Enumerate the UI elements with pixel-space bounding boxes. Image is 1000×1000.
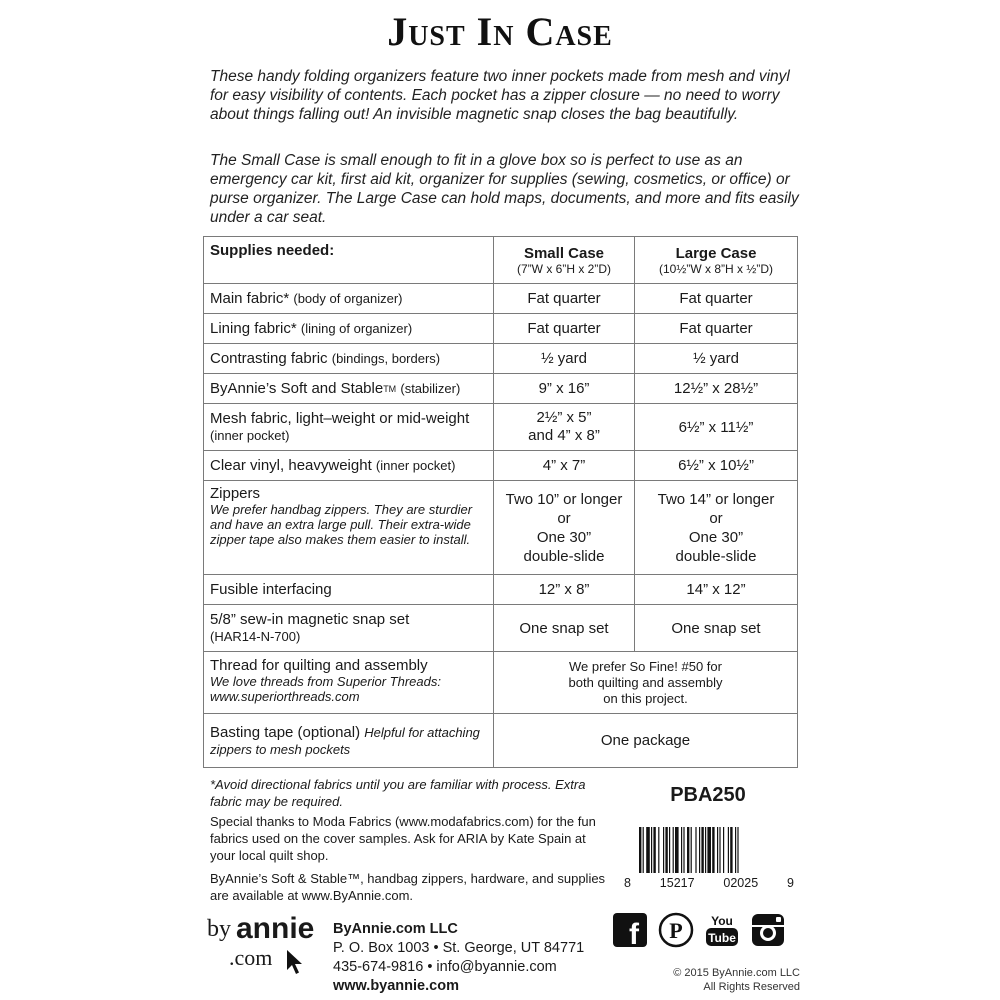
supplies-header-label: Supplies needed: — [204, 237, 494, 284]
table-header-row — [204, 237, 798, 284]
youtube-you-text: You — [711, 914, 733, 928]
row-label — [204, 451, 494, 481]
contact-block — [333, 920, 584, 996]
barcode-bar — [705, 827, 706, 873]
copyright — [640, 966, 800, 994]
item-name: Lining fabric* — [210, 320, 297, 337]
item-note: (lining of organizer) — [300, 321, 413, 336]
barcode-bar — [707, 827, 711, 873]
availability-text: ByAnnie’s Soft & Stable™, handbag zippers, hardware, and supplies are available at www.ByAnnie.com. — [210, 871, 606, 903]
row-label — [204, 284, 494, 314]
barcode-bar — [665, 827, 667, 873]
table-row — [204, 575, 798, 605]
small-case-value — [494, 481, 635, 575]
value-line: Two 10” or longer — [505, 490, 623, 508]
item-note: (inner pocket) — [210, 428, 290, 443]
facebook-letter: f — [629, 918, 639, 948]
small-case-header — [494, 237, 635, 284]
thread-value — [494, 652, 798, 714]
facebook-icon[interactable] — [612, 912, 648, 948]
large-case-value: Fat quarter — [635, 314, 798, 344]
barcode-digit-group: 8 — [624, 876, 631, 890]
barcode-bar — [699, 827, 700, 873]
barcode-bar — [735, 827, 736, 873]
small-case-dims: (7”W x 6”H x 2”D) — [517, 261, 611, 276]
large-case-value: ½ yard — [635, 344, 798, 374]
small-case-value: 12” x 8” — [494, 575, 635, 605]
barcode-bar — [683, 827, 684, 873]
value-line: double-slide — [523, 547, 605, 565]
row-label — [204, 605, 494, 652]
row-label — [204, 481, 494, 575]
cursor-arrow-icon — [285, 948, 307, 976]
item-note: Helpful for attaching zippers to mesh pockets — [210, 724, 480, 757]
table-row — [204, 451, 798, 481]
barcode — [637, 827, 785, 875]
mailing-address: P. O. Box 1003 • St. George, UT 84771 — [333, 940, 585, 956]
table-row — [204, 404, 798, 451]
large-case-value: One snap set — [635, 605, 798, 652]
thanks-text: Special thanks to Moda Fabrics (www.modafabrics.com) for the fun fabrics used on the cover samples. Ask for ARIA by Kate Spain at your local quilt shop. — [210, 814, 596, 863]
pinterest-letter: P — [669, 918, 683, 943]
instagram-icon[interactable] — [750, 912, 786, 948]
table-row — [204, 652, 798, 714]
item-name: Clear vinyl, heavyweight — [210, 457, 372, 474]
small-case-value: 9” x 16” — [494, 374, 635, 404]
trademark-mark: TM — [383, 384, 397, 394]
row-label — [204, 714, 494, 768]
barcode-bar — [691, 827, 692, 873]
item-note: (HAR14-N-700) — [210, 629, 301, 644]
page-title: Just In Case — [387, 9, 613, 54]
table-row — [204, 605, 798, 652]
large-case-title: Large Case — [675, 244, 757, 262]
large-case-value: 6½” x 11½” — [635, 404, 798, 451]
small-case-value: Fat quarter — [494, 284, 635, 314]
barcode-bar — [669, 827, 670, 873]
row-label — [204, 404, 494, 451]
item-note: (inner pocket) — [375, 458, 456, 473]
barcode-bar — [730, 827, 732, 873]
value-line: double-slide — [675, 547, 757, 565]
row-label — [204, 374, 494, 404]
company-name: ByAnnie.com LLC — [333, 921, 458, 937]
small-case-value: Fat quarter — [494, 314, 635, 344]
youtube-icon[interactable] — [704, 912, 740, 948]
item-note: We love threads from Superior Threads: www.superiorthreads.com — [210, 674, 441, 704]
row-label — [204, 575, 494, 605]
small-case-value: One snap set — [494, 605, 635, 652]
value-line: 2½” x 5” — [536, 409, 592, 426]
barcode-bar — [717, 827, 718, 873]
table-row — [204, 374, 798, 404]
item-note: (stabilizer) — [400, 381, 461, 396]
item-name: Contrasting fabric — [210, 350, 328, 367]
barcode-bar — [728, 827, 729, 873]
barcode-bar — [646, 827, 650, 873]
value-line: on this project. — [603, 690, 688, 706]
row-label — [204, 314, 494, 344]
website-link[interactable]: www.byannie.com — [333, 978, 459, 994]
copyright-line: © 2015 ByAnnie.com LLC — [673, 967, 800, 979]
intro-paragraph-2: The Small Case is small enough to fit in a glove box so is perfect to use as an emergency car kit, first aid kit, organizer for supplies (sewing, cosmetics, or office) or purse organizer. The Large Case can hold maps, documents, and more and fits easily under a car seat. — [210, 152, 799, 226]
logo-by-text: by — [207, 916, 231, 942]
logo-com-text: .com — [229, 945, 273, 970]
barcode-bar — [653, 827, 655, 873]
large-case-value: 14” x 12” — [635, 575, 798, 605]
barcode-bar — [651, 827, 652, 873]
rights-line: All Rights Reserved — [703, 981, 800, 993]
pattern-code: PBA250 — [670, 784, 746, 806]
barcode-bar — [723, 827, 724, 873]
value-line: or — [709, 509, 723, 527]
item-note: We prefer handbag zippers. They are sturdier and have an extra large pull. Their extra-wide zipper tape also makes them easier to install. — [210, 502, 473, 547]
item-name: 5/8” sew-in magnetic snap set — [210, 611, 410, 628]
barcode-bar — [712, 827, 714, 873]
logo-annie-text: annie — [236, 912, 315, 945]
value-line: One 30” — [536, 528, 592, 546]
barcode-bar — [737, 827, 738, 873]
barcode-bar — [663, 827, 664, 873]
small-case-value: 4” x 7” — [494, 451, 635, 481]
barcode-bar — [681, 827, 682, 873]
barcode-bar — [695, 827, 696, 873]
value-line: or — [557, 509, 571, 527]
barcode-number — [624, 876, 794, 890]
pinterest-icon[interactable] — [658, 912, 694, 948]
intro-paragraph-1: These handy folding organizers feature two inner pockets made from mesh and vinyl for easy visibility of contents. Each pocket has a zipper closure — no need to worry about things falling out! An invisible magnetic snap closes the bag beautifully. — [210, 68, 790, 123]
table-row — [204, 314, 798, 344]
barcode-digit-group: 15217 — [659, 876, 695, 890]
barcode-digit-group: 9 — [787, 876, 794, 890]
row-label — [204, 344, 494, 374]
barcode-bar — [687, 827, 689, 873]
item-note: (body of organizer) — [293, 291, 403, 306]
barcode-bar — [701, 827, 703, 873]
item-note: (bindings, borders) — [331, 351, 441, 366]
large-case-value: Fat quarter — [635, 284, 798, 314]
large-case-header — [635, 237, 798, 284]
value-line: and 4” x 8” — [528, 427, 600, 444]
table-row — [204, 714, 798, 768]
item-name: Basting tape (optional) — [210, 723, 361, 741]
byannie-logo[interactable] — [207, 912, 327, 982]
small-case-value: ½ yard — [494, 344, 635, 374]
youtube-tube-text: Tube — [708, 931, 736, 945]
barcode-digit-group: 02025 — [723, 876, 759, 890]
small-case-value — [494, 404, 635, 451]
footnote: *Avoid directional fabrics until you are familiar with process. Extra fabric may be required. — [210, 777, 586, 809]
barcode-bar — [658, 827, 659, 873]
table-row — [204, 481, 798, 575]
item-name: Main fabric* — [210, 290, 290, 307]
small-case-title: Small Case — [523, 244, 605, 262]
table-row — [204, 284, 798, 314]
supplies-table — [203, 236, 798, 768]
large-case-value — [635, 481, 798, 575]
item-name: Thread for quilting and assembly — [210, 657, 428, 674]
item-name: Fusible interfacing — [210, 581, 332, 598]
item-name: ByAnnie’s Soft and Stable — [210, 380, 384, 397]
barcode-bar — [643, 827, 644, 873]
barcode-bar — [675, 827, 679, 873]
value-line: Two 14” or longer — [657, 490, 775, 508]
large-case-value: 6½” x 10½” — [635, 451, 798, 481]
social-icons — [612, 912, 786, 948]
value-line: both quilting and assembly — [568, 674, 723, 690]
barcode-bar — [639, 827, 641, 873]
table-row — [204, 344, 798, 374]
row-label — [204, 652, 494, 714]
value-line: We prefer So Fine! #50 for — [569, 658, 722, 674]
item-name: Zippers — [210, 485, 261, 502]
large-case-dims: (10½”W x 8”H x ½”D) — [658, 261, 773, 276]
value-line: One 30” — [688, 528, 744, 546]
phone-email: 435-674-9816 • info@byannie.com — [333, 959, 557, 975]
item-name: Mesh fabric, light–weight or mid-weight — [210, 410, 470, 427]
large-case-value: 12½” x 28½” — [635, 374, 798, 404]
barcode-bar — [673, 827, 674, 873]
barcode-bar — [719, 827, 720, 873]
basting-value: One package — [494, 714, 798, 768]
